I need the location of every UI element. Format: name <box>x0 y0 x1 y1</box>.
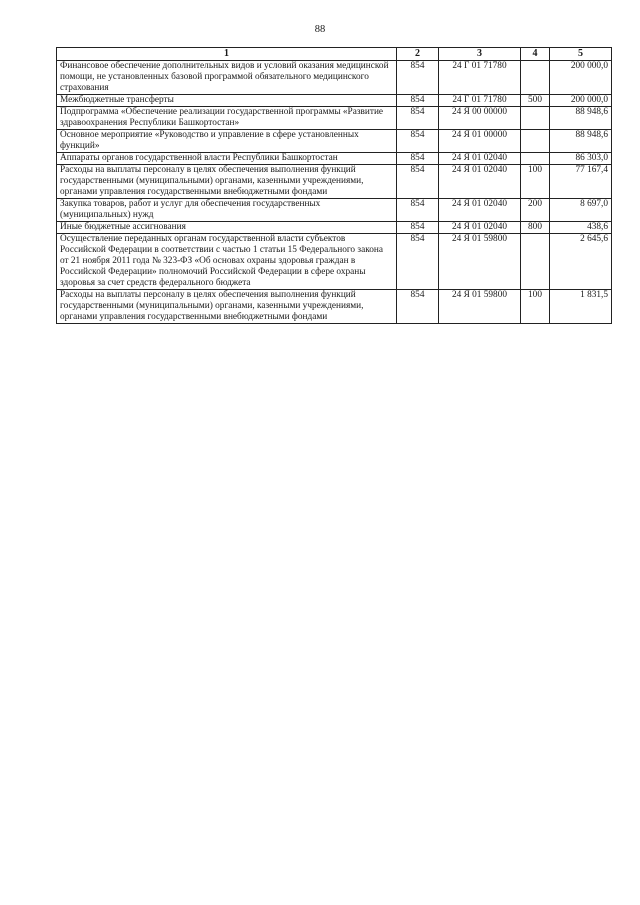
row-type: 100 <box>521 290 550 324</box>
table-row <box>57 95 612 107</box>
row-sum: 8 697,0 <box>550 199 612 222</box>
row-target: 24 Я 01 00000 <box>439 130 521 153</box>
row-target: 24 Г 01 71780 <box>439 61 521 95</box>
row-sum: 200 000,0 <box>550 95 612 107</box>
row-name: Иные бюджетные ассигнования <box>57 222 397 234</box>
row-sum: 2 645,6 <box>550 234 612 290</box>
table-row <box>57 153 612 165</box>
row-name: Межбюджетные трансферты <box>57 95 397 107</box>
row-ministry: 854 <box>397 107 439 130</box>
row-sum: 88 948,6 <box>550 107 612 130</box>
table-row <box>57 107 612 130</box>
table-row <box>57 290 612 324</box>
row-sum: 77 167,4 <box>550 165 612 199</box>
row-name: Расходы на выплаты персоналу в целях обеспечения выполнения функций государственными (муниципальными) органами, казенными учреждениями, органами управления государственными внебюджетными фондами <box>57 290 397 324</box>
page-number: 88 <box>314 24 326 35</box>
header-col-sum: 5 <box>550 48 612 61</box>
row-name: Закупка товаров, работ и услуг для обеспечения государственных (муниципальных) нужд <box>57 199 397 222</box>
row-ministry: 854 <box>397 95 439 107</box>
row-type: 800 <box>521 222 550 234</box>
row-type: 200 <box>521 199 550 222</box>
row-ministry: 854 <box>397 199 439 222</box>
row-ministry: 854 <box>397 130 439 153</box>
row-ministry: 854 <box>397 222 439 234</box>
row-target: 24 Я 01 59800 <box>439 290 521 324</box>
row-ministry: 854 <box>397 290 439 324</box>
row-ministry: 854 <box>397 153 439 165</box>
table-body <box>57 61 612 324</box>
row-name: Подпрограмма «Обеспечение реализации государственной программы «Развитие здравоохранения Республики Башкортостан» <box>57 107 397 130</box>
row-name: Осуществление переданных органам государственной власти субъектов Российской Федерации в соответствии с частью 1 статьи 15 Федерального закона от 21 ноября 2011 года № 323-ФЗ «Об основах охраны здоровья граждан в Российской Федерации» полномочий Российской Федерации в сфере охраны здоровья за счет средств федерального бюджета <box>57 234 397 290</box>
row-type <box>521 130 550 153</box>
table-header <box>57 48 612 61</box>
row-type: 500 <box>521 95 550 107</box>
budget-table <box>56 47 612 324</box>
row-target: 24 Я 01 02040 <box>439 199 521 222</box>
table-row <box>57 234 612 290</box>
row-sum: 88 948,6 <box>550 130 612 153</box>
header-col-ministry: 2 <box>397 48 439 61</box>
row-sum: 1 831,5 <box>550 290 612 324</box>
row-target: 24 Я 01 59800 <box>439 234 521 290</box>
table-row <box>57 199 612 222</box>
row-target: 24 Я 00 00000 <box>439 107 521 130</box>
table-row <box>57 130 612 153</box>
table-row <box>57 61 612 95</box>
row-type <box>521 107 550 130</box>
header-col-type: 4 <box>521 48 550 61</box>
row-type <box>521 153 550 165</box>
row-ministry: 854 <box>397 61 439 95</box>
row-sum: 200 000,0 <box>550 61 612 95</box>
row-type: 100 <box>521 165 550 199</box>
row-name: Аппараты органов государственной власти Республики Башкортостан <box>57 153 397 165</box>
row-ministry: 854 <box>397 234 439 290</box>
row-type <box>521 61 550 95</box>
row-target: 24 Я 01 02040 <box>439 165 521 199</box>
row-name: Финансовое обеспечение дополнительных видов и условий оказания медицинской помощи, не установленных базовой программой обязательного медицинского страхования <box>57 61 397 95</box>
header-row <box>57 48 612 61</box>
row-name: Основное мероприятие «Руководство и управление в сфере установленных функций» <box>57 130 397 153</box>
header-col-target: 3 <box>439 48 521 61</box>
row-target: 24 Я 01 02040 <box>439 222 521 234</box>
row-sum: 438,6 <box>550 222 612 234</box>
header-col-name: 1 <box>57 48 397 61</box>
row-sum: 86 303,0 <box>550 153 612 165</box>
row-ministry: 854 <box>397 165 439 199</box>
table-row <box>57 222 612 234</box>
table-row <box>57 165 612 199</box>
row-type <box>521 234 550 290</box>
row-target: 24 Я 01 02040 <box>439 153 521 165</box>
row-name: Расходы на выплаты персоналу в целях обеспечения выполнения функций государственными (муниципальными) органами, казенными учреждениями, органами управления государственными внебюджетными фондами <box>57 165 397 199</box>
row-target: 24 Г 01 71780 <box>439 95 521 107</box>
